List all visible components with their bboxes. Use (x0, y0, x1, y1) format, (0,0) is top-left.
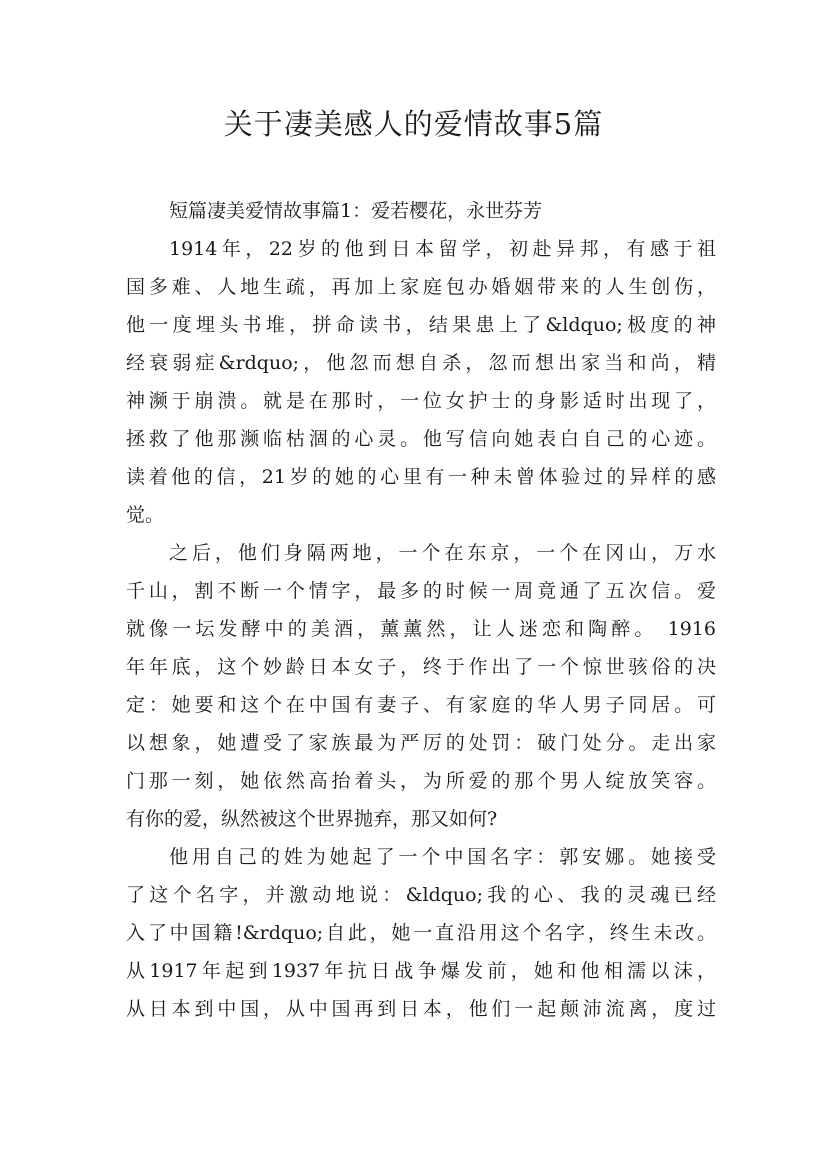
paragraph-line: 入了中国籍!&rdquo;自此，她一直沿用这个名字，终生未改。 (126, 922, 716, 944)
section-heading: 短篇凄美爱情故事篇1：爱若樱花，永世芬芳 (169, 200, 543, 222)
paragraph-line: 1914年，22岁的他到日本留学，初赴异邦，有感于祖 (169, 238, 716, 260)
paragraph-line: 拯救了他那濒临枯涸的心灵。他写信向她表白自己的心迹。 (126, 428, 716, 450)
paragraph-line: 从日本到中国，从中国再到日本，他们一起颠沛流离，度过 (126, 998, 716, 1020)
paragraph-line: 之后，他们身隔两地，一个在东京，一个在冈山，万水 (169, 542, 716, 564)
paragraph-line: 有你的爱，纵然被这个世界抛弃，那又如何? (126, 808, 498, 830)
document-body (126, 192, 716, 1028)
paragraph-line: 了这个名字，并激动地说：&ldquo;我的心、我的灵魂已经 (126, 884, 716, 906)
paragraph-line: 觉。 (126, 504, 165, 526)
paragraph-line: 年年底，这个妙龄日本女子，终于作出了一个惊世骇俗的决 (126, 656, 716, 678)
paragraph-line: 就像一坛发酵中的美酒，薰薰然，让人迷恋和陶醉。 1916 (126, 618, 716, 640)
paragraph-line: 国多难、人地生疏，再加上家庭包办婚姻带来的人生创伤， (126, 276, 716, 298)
paragraph-line: 经衰弱症&rdquo;，他忽而想自杀，忽而想出家当和尚，精 (126, 352, 716, 374)
paragraph-line: 他用自己的姓为她起了一个中国名字：郭安娜。她接受 (169, 846, 716, 868)
paragraph-line: 千山，割不断一个情字，最多的时候一周竟通了五次信。爱 (126, 580, 716, 602)
paragraph-line: 他一度埋头书堆，拼命读书，结果患上了&ldquo;极度的神 (126, 314, 716, 336)
paragraph-line: 门那一刻，她依然高抬着头，为所爱的那个男人绽放笑容。 (126, 770, 716, 792)
paragraph-line: 从1917年起到1937年抗日战争爆发前，她和他相濡以沫， (126, 960, 716, 982)
paragraph-line: 神濒于崩溃。就是在那时，一位女护士的身影适时出现了， (126, 390, 716, 412)
paragraph-line: 以想象，她遭受了家族最为严厉的处罚：破门处分。走出家 (126, 732, 716, 754)
paragraph-line: 读着他的信，21岁的她的心里有一种未曾体验过的异样的感 (126, 466, 716, 488)
document-title: 关于凄美感人的爱情故事5篇 (223, 107, 604, 141)
paragraph-line: 定：她要和这个在中国有妻子、有家庭的华人男子同居。可 (126, 694, 716, 716)
